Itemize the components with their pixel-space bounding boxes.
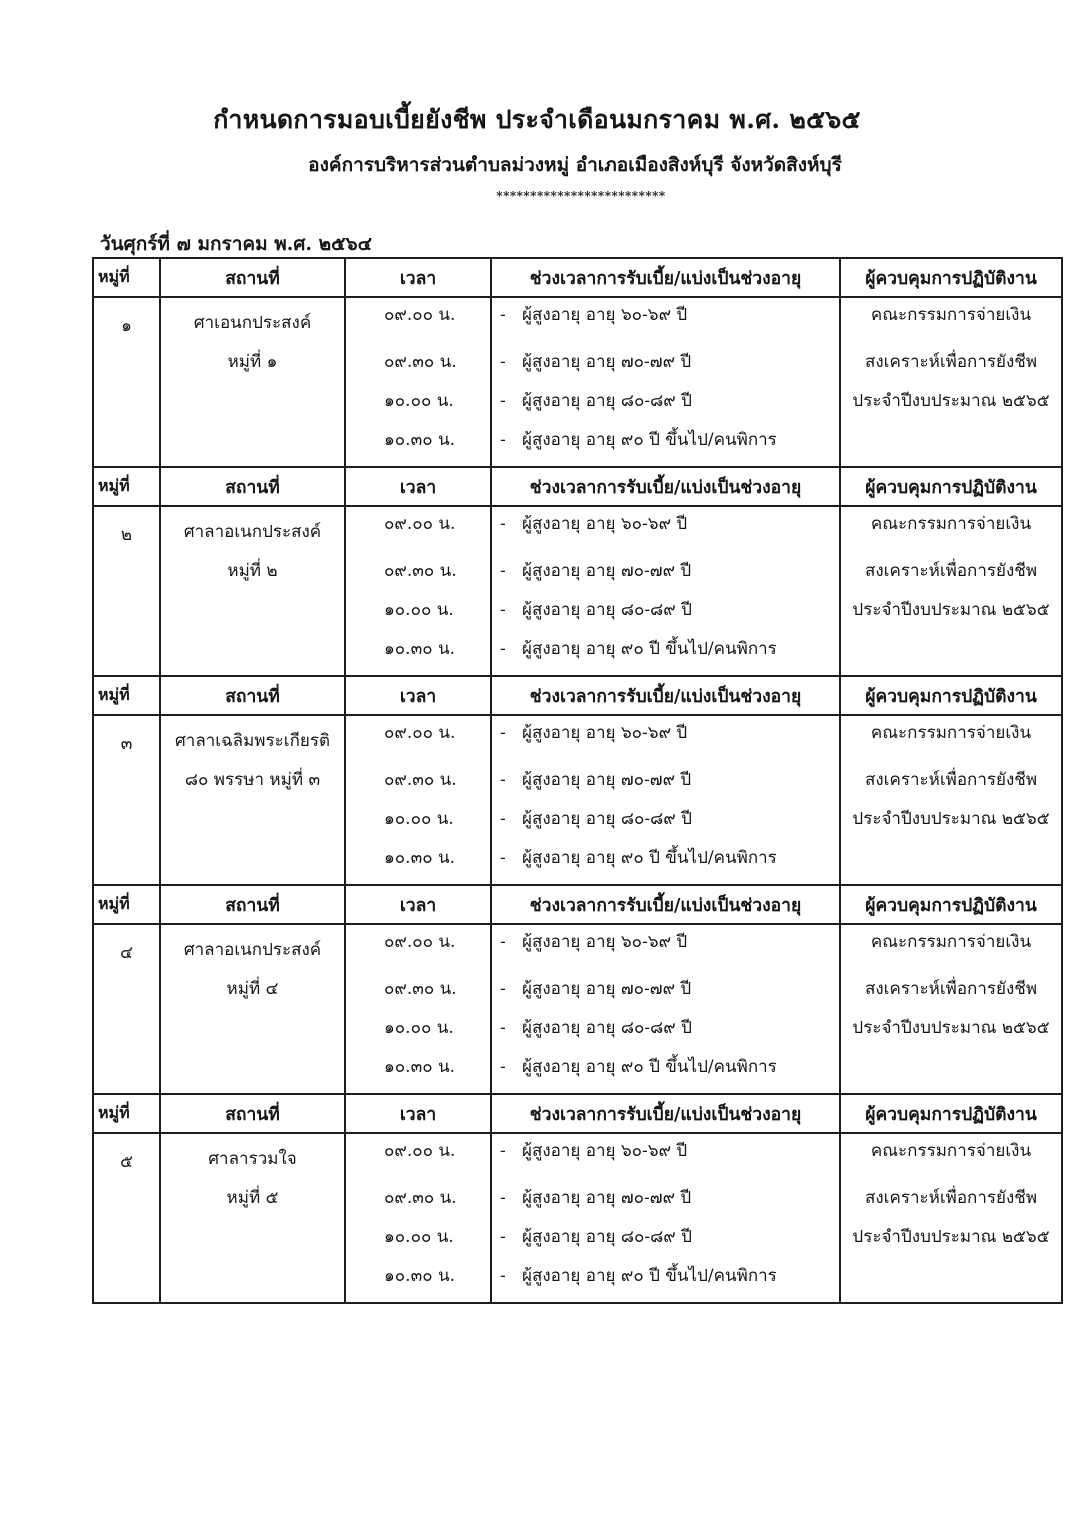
age-group-text: ผู้สูงอายุ อายุ ๙๐ ปี ขึ้นไป/คนพิการ bbox=[522, 1057, 777, 1077]
header-period: ช่วงเวลาการรับเบี้ย/แบ่งเป็นช่วงอายุ bbox=[491, 1094, 840, 1133]
time-slot: ๐๙.๐๐ น. bbox=[384, 514, 456, 534]
time-slot: ๐๙.๐๐ น. bbox=[384, 305, 456, 325]
controller-cell bbox=[840, 1133, 1062, 1303]
place-cell bbox=[160, 506, 345, 676]
place-name-line: หมู่ที่ ๔ bbox=[226, 979, 279, 999]
controller-cell bbox=[840, 506, 1062, 676]
schedule-table bbox=[92, 257, 1063, 1304]
header-controller: ผู้ควบคุมการปฏิบัติงาน bbox=[840, 885, 1062, 924]
time-slot: ๑๐.๓๐ น. bbox=[384, 430, 455, 450]
age-group-text: ผู้สูงอายุ อายุ ๘๐-๘๙ ปี bbox=[522, 1227, 692, 1247]
place-name-line: ศาลาอเนกประสงค์ bbox=[183, 940, 322, 960]
time-slot: ๑๐.๐๐ น. bbox=[384, 391, 454, 411]
moo-number: ๓ bbox=[93, 715, 160, 885]
bullet-dash: - bbox=[500, 979, 506, 999]
age-group-line bbox=[492, 337, 839, 376]
age-group-line bbox=[492, 507, 839, 546]
bullet-dash: - bbox=[500, 848, 506, 868]
age-period-cell bbox=[491, 506, 840, 676]
bullet-dash: - bbox=[500, 770, 506, 790]
bullet-dash: - bbox=[500, 305, 506, 325]
age-group-line bbox=[492, 1042, 839, 1081]
bullet-dash: - bbox=[500, 723, 506, 743]
time-slot: ๐๙.๐๐ น. bbox=[384, 932, 456, 952]
controller-line: คณะกรรมการจ่ายเงิน bbox=[870, 723, 1032, 743]
controller-line: คณะกรรมการจ่ายเงิน bbox=[870, 305, 1032, 325]
controller-cell bbox=[840, 924, 1062, 1094]
age-group-text: ผู้สูงอายุ อายุ ๖๐-๖๙ ปี bbox=[522, 932, 688, 952]
table-header-row bbox=[93, 676, 1062, 715]
controller-line: คณะกรรมการจ่ายเงิน bbox=[870, 1141, 1032, 1161]
time-slot: ๐๙.๐๐ น. bbox=[384, 1141, 456, 1161]
moo-number: ๒ bbox=[93, 506, 160, 676]
header-moo: หมู่ที่ bbox=[93, 258, 160, 297]
age-group-line bbox=[492, 833, 839, 872]
bullet-dash: - bbox=[500, 514, 506, 534]
moo-number: ๕ bbox=[93, 1133, 160, 1303]
age-group-line bbox=[492, 546, 839, 585]
controller-line: สงเคราะห์เพื่อการยังชีพ bbox=[864, 770, 1038, 790]
header-moo: หมู่ที่ bbox=[93, 676, 160, 715]
time-slot: ๑๐.๓๐ น. bbox=[384, 848, 455, 868]
table-header-row bbox=[93, 885, 1062, 924]
header-period: ช่วงเวลาการรับเบี้ย/แบ่งเป็นช่วงอายุ bbox=[491, 258, 840, 297]
age-group-line bbox=[492, 755, 839, 794]
time-slot: ๐๙.๓๐ น. bbox=[384, 352, 457, 372]
place-name-line: ๘๐ พรรษา หมู่ที่ ๓ bbox=[184, 770, 321, 790]
header-moo: หมู่ที่ bbox=[93, 467, 160, 506]
header-place: สถานที่ bbox=[160, 467, 345, 506]
age-group-text: ผู้สูงอายุ อายุ ๘๐-๘๙ ปี bbox=[522, 1018, 692, 1038]
age-group-line bbox=[492, 1251, 839, 1290]
controller-line: ประจำปีงบประมาณ ๒๕๖๕ bbox=[852, 1227, 1050, 1247]
age-group-line bbox=[492, 794, 839, 833]
controller-line: คณะกรรมการจ่ายเงิน bbox=[870, 932, 1032, 952]
header-controller: ผู้ควบคุมการปฏิบัติงาน bbox=[840, 676, 1062, 715]
controller-line: สงเคราะห์เพื่อการยังชีพ bbox=[864, 979, 1038, 999]
place-name-line: ศาลาเฉลิมพระเกียรติ bbox=[174, 731, 331, 751]
header-place: สถานที่ bbox=[160, 258, 345, 297]
age-group-line bbox=[492, 624, 839, 663]
age-group-line bbox=[492, 925, 839, 964]
age-group-line bbox=[492, 415, 839, 454]
age-group-text: ผู้สูงอายุ อายุ ๖๐-๖๙ ปี bbox=[522, 514, 688, 534]
bullet-dash: - bbox=[500, 561, 506, 581]
bullet-dash: - bbox=[500, 1227, 506, 1247]
moo-number: ๔ bbox=[93, 924, 160, 1094]
place-name-line: ศาลาอเนกประสงค์ bbox=[183, 522, 322, 542]
controller-line: ประจำปีงบประมาณ ๒๕๖๕ bbox=[852, 600, 1050, 620]
header-place: สถานที่ bbox=[160, 1094, 345, 1133]
time-slot: ๑๐.๐๐ น. bbox=[384, 1227, 454, 1247]
header-time: เวลา bbox=[345, 676, 491, 715]
age-group-text: ผู้สูงอายุ อายุ ๙๐ ปี ขึ้นไป/คนพิการ bbox=[522, 848, 777, 868]
controller-line: สงเคราะห์เพื่อการยังชีพ bbox=[864, 1188, 1038, 1208]
controller-line: ประจำปีงบประมาณ ๒๕๖๕ bbox=[852, 391, 1050, 411]
age-group-text: ผู้สูงอายุ อายุ ๗๐-๗๙ ปี bbox=[522, 770, 692, 790]
bullet-dash: - bbox=[500, 809, 506, 829]
bullet-dash: - bbox=[500, 600, 506, 620]
bullet-dash: - bbox=[500, 1188, 506, 1208]
bullet-dash: - bbox=[500, 1057, 506, 1077]
place-name-line: ศาลารวมใจ bbox=[208, 1149, 297, 1169]
age-group-text: ผู้สูงอายุ อายุ ๘๐-๘๙ ปี bbox=[522, 600, 692, 620]
age-group-text: ผู้สูงอายุ อายุ ๖๐-๖๙ ปี bbox=[522, 723, 688, 743]
age-group-line bbox=[492, 1173, 839, 1212]
time-cell bbox=[345, 924, 491, 1094]
controller-line: สงเคราะห์เพื่อการยังชีพ bbox=[864, 352, 1038, 372]
age-group-line bbox=[492, 1134, 839, 1173]
place-cell bbox=[160, 1133, 345, 1303]
bullet-dash: - bbox=[500, 352, 506, 372]
time-cell bbox=[345, 506, 491, 676]
controller-line: คณะกรรมการจ่ายเงิน bbox=[870, 514, 1032, 534]
header-moo: หมู่ที่ bbox=[93, 885, 160, 924]
place-cell bbox=[160, 297, 345, 467]
bullet-dash: - bbox=[500, 1141, 506, 1161]
age-group-line bbox=[492, 376, 839, 415]
bullet-dash: - bbox=[500, 1018, 506, 1038]
table-header-row bbox=[93, 467, 1062, 506]
header-controller: ผู้ควบคุมการปฏิบัติงาน bbox=[840, 258, 1062, 297]
age-group-text: ผู้สูงอายุ อายุ ๙๐ ปี ขึ้นไป/คนพิการ bbox=[522, 430, 777, 450]
time-slot: ๐๙.๓๐ น. bbox=[384, 1188, 457, 1208]
star-separator: ************************* bbox=[496, 189, 666, 203]
document-title: กำหนดการมอบเบี้ยยังชีพ ประจำเดือนมกราคม พ.ศ. ๒๕๖๕ bbox=[213, 105, 861, 134]
time-slot: ๐๙.๓๐ น. bbox=[384, 979, 457, 999]
time-slot: ๑๐.๓๐ น. bbox=[384, 1266, 455, 1286]
age-group-text: ผู้สูงอายุ อายุ ๖๐-๖๙ ปี bbox=[522, 305, 688, 325]
age-group-text: ผู้สูงอายุ อายุ ๙๐ ปี ขึ้นไป/คนพิการ bbox=[522, 639, 777, 659]
schedule-date: วันศุกร์ที่ ๗ มกราคม พ.ศ. ๒๕๖๔ bbox=[100, 233, 372, 255]
header-controller: ผู้ควบคุมการปฏิบัติงาน bbox=[840, 467, 1062, 506]
age-group-text: ผู้สูงอายุ อายุ ๙๐ ปี ขึ้นไป/คนพิการ bbox=[522, 1266, 777, 1286]
time-slot: ๑๐.๐๐ น. bbox=[384, 1018, 454, 1038]
document-subtitle: องค์การบริหารส่วนตำบลม่วงหมู่ อำเภอเมืองสิงห์บุรี จังหวัดสิงห์บุรี bbox=[308, 154, 842, 176]
header-place: สถานที่ bbox=[160, 676, 345, 715]
time-slot: ๑๐.๓๐ น. bbox=[384, 1057, 455, 1077]
controller-line: ประจำปีงบประมาณ ๒๕๖๕ bbox=[852, 1018, 1050, 1038]
header-time: เวลา bbox=[345, 467, 491, 506]
age-period-cell bbox=[491, 1133, 840, 1303]
age-group-line bbox=[492, 298, 839, 337]
age-group-text: ผู้สูงอายุ อายุ ๗๐-๗๙ ปี bbox=[522, 561, 692, 581]
header-controller: ผู้ควบคุมการปฏิบัติงาน bbox=[840, 1094, 1062, 1133]
age-group-text: ผู้สูงอายุ อายุ ๘๐-๘๙ ปี bbox=[522, 809, 692, 829]
time-slot: ๑๐.๐๐ น. bbox=[384, 809, 454, 829]
time-slot: ๑๐.๓๐ น. bbox=[384, 639, 455, 659]
age-group-text: ผู้สูงอายุ อายุ ๘๐-๘๙ ปี bbox=[522, 391, 692, 411]
table-row bbox=[93, 506, 1062, 676]
header-period: ช่วงเวลาการรับเบี้ย/แบ่งเป็นช่วงอายุ bbox=[491, 467, 840, 506]
time-slot: ๐๙.๐๐ น. bbox=[384, 723, 456, 743]
header-place: สถานที่ bbox=[160, 885, 345, 924]
place-name-line: หมู่ที่ ๕ bbox=[226, 1188, 279, 1208]
age-group-text: ผู้สูงอายุ อายุ ๖๐-๖๙ ปี bbox=[522, 1141, 688, 1161]
age-group-text: ผู้สูงอายุ อายุ ๗๐-๗๙ ปี bbox=[522, 1188, 692, 1208]
age-group-line bbox=[492, 585, 839, 624]
table-row bbox=[93, 924, 1062, 1094]
bullet-dash: - bbox=[500, 1266, 506, 1286]
controller-cell bbox=[840, 297, 1062, 467]
age-group-line bbox=[492, 1003, 839, 1042]
place-name-line: หมู่ที่ ๑ bbox=[227, 352, 278, 372]
time-slot: ๑๐.๐๐ น. bbox=[384, 600, 454, 620]
age-period-cell bbox=[491, 715, 840, 885]
table-row bbox=[93, 1133, 1062, 1303]
bullet-dash: - bbox=[500, 639, 506, 659]
controller-line: สงเคราะห์เพื่อการยังชีพ bbox=[864, 561, 1038, 581]
bullet-dash: - bbox=[500, 932, 506, 952]
header-period: ช่วงเวลาการรับเบี้ย/แบ่งเป็นช่วงอายุ bbox=[491, 676, 840, 715]
age-group-text: ผู้สูงอายุ อายุ ๗๐-๗๙ ปี bbox=[522, 979, 692, 999]
place-name-line: หมู่ที่ ๒ bbox=[227, 561, 278, 581]
header-time: เวลา bbox=[345, 258, 491, 297]
header-moo: หมู่ที่ bbox=[93, 1094, 160, 1133]
age-period-cell bbox=[491, 297, 840, 467]
bullet-dash: - bbox=[500, 430, 506, 450]
time-cell bbox=[345, 297, 491, 467]
controller-cell bbox=[840, 715, 1062, 885]
time-slot: ๐๙.๓๐ น. bbox=[384, 561, 457, 581]
header-time: เวลา bbox=[345, 1094, 491, 1133]
controller-line: ประจำปีงบประมาณ ๒๕๖๕ bbox=[852, 809, 1050, 829]
place-cell bbox=[160, 924, 345, 1094]
header-period: ช่วงเวลาการรับเบี้ย/แบ่งเป็นช่วงอายุ bbox=[491, 885, 840, 924]
table-header-row bbox=[93, 1094, 1062, 1133]
moo-number: ๑ bbox=[93, 297, 160, 467]
bullet-dash: - bbox=[500, 391, 506, 411]
age-group-line bbox=[492, 1212, 839, 1251]
time-slot: ๐๙.๓๐ น. bbox=[384, 770, 457, 790]
table-row bbox=[93, 297, 1062, 467]
place-cell bbox=[160, 715, 345, 885]
time-cell bbox=[345, 715, 491, 885]
place-name-line: ศาเอนกประสงค์ bbox=[193, 313, 312, 333]
age-group-line bbox=[492, 964, 839, 1003]
age-group-text: ผู้สูงอายุ อายุ ๗๐-๗๙ ปี bbox=[522, 352, 692, 372]
age-period-cell bbox=[491, 924, 840, 1094]
table-header-row bbox=[93, 258, 1062, 297]
table-row bbox=[93, 715, 1062, 885]
header-time: เวลา bbox=[345, 885, 491, 924]
age-group-line bbox=[492, 716, 839, 755]
time-cell bbox=[345, 1133, 491, 1303]
